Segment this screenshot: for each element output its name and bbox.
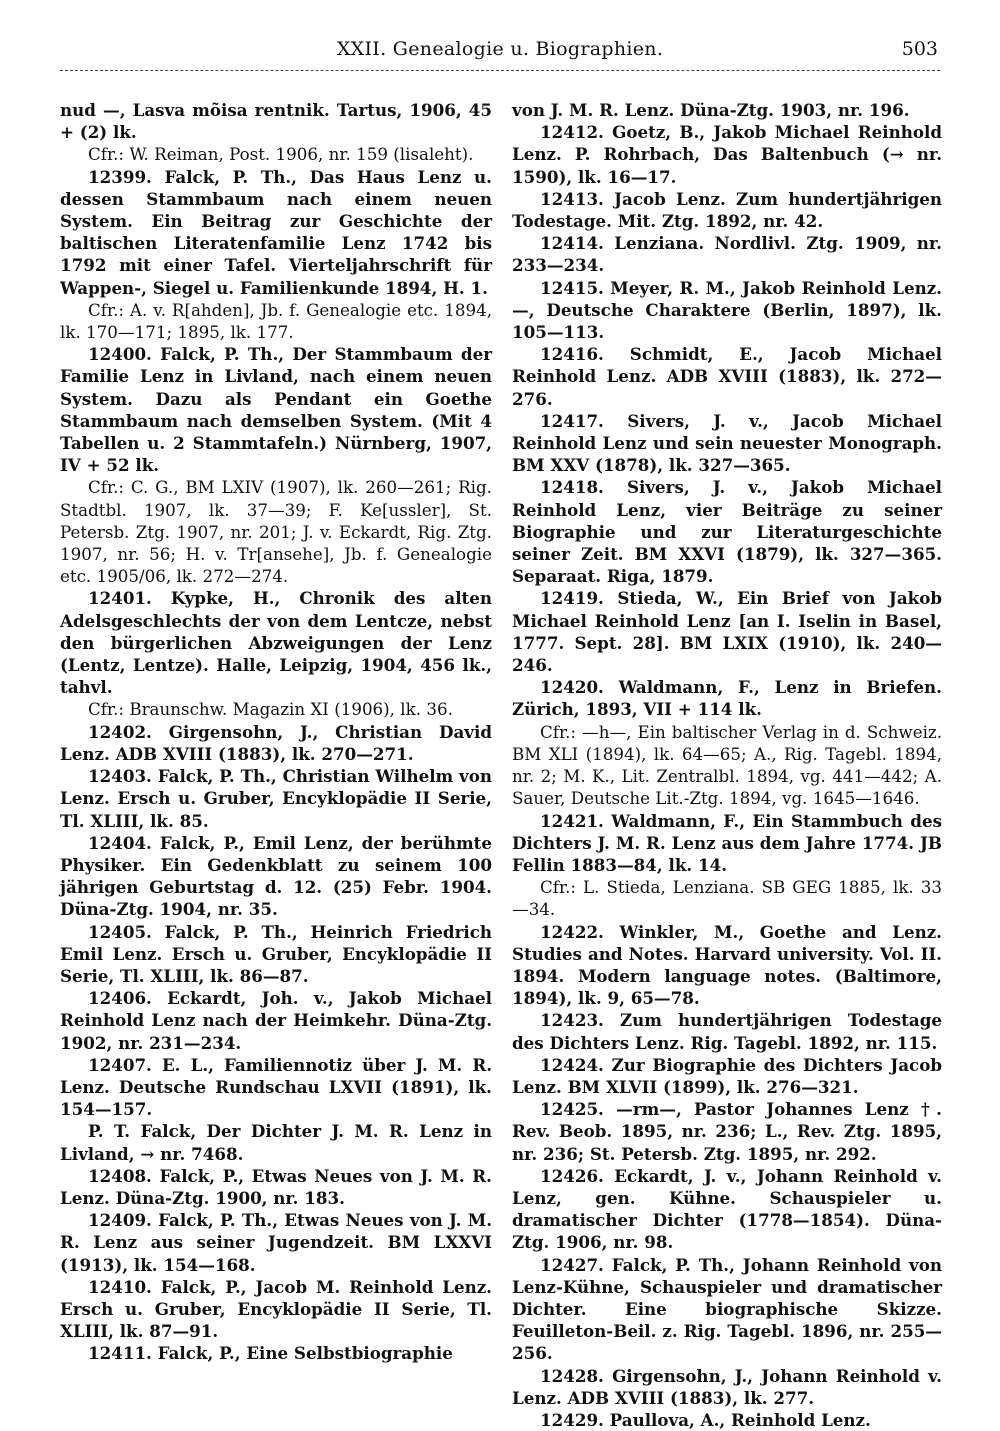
bibliography-entry: Cfr.: L. Stieda, Lenziana. SB GEG 1885, lk. 33—34. — [512, 877, 942, 920]
bibliography-entry: 12401. Kypke, H., Chronik des alten Adelsgeschlechts der von dem Lentcze, nebst den bürgerlichen Abzweigungen der Lenz (Lentz, Lentze). Halle, Leipzig, 1904, 456 lk., tahvl. — [60, 588, 492, 698]
bibliography-entry: 12420. Waldmann, F., Lenz in Briefen. Zürich, 1893, VII + 114 lk. — [512, 677, 942, 720]
bibliography-entry: Cfr.: A. v. R[ahden], Jb. f. Genealogie etc. 1894, lk. 170—171; 1895, lk. 177. — [60, 299, 492, 343]
bibliography-entry: 12400. Falck, P. Th., Der Stammbaum der Familie Lenz in Livland, nach einem neuen System. Dazu als Pendant ein Goethe Stammbaum nach demselben System. (Mit 4 Tabellen u. 2 Stammtafeln.) Nürnberg, 1907, IV + 52 lk. — [60, 344, 492, 476]
bibliography-entry: 12419. Stieda, W., Ein Brief von Jakob Michael Reinhold Lenz [an I. Iselin in Basel, 1777. Sept. 28]. BM LXIX (1910), lk. 240—246. — [512, 588, 942, 676]
bibliography-entry: 12404. Falck, P., Emil Lenz, der berühmte Physiker. Ein Gedenkblatt zu seinem 100 jährigen Geburtstag d. 12. (25) Febr. 1904. Düna-Ztg. 1904, nr. 35. — [60, 832, 492, 920]
bibliography-entry: 12428. Girgensohn, J., Johann Reinhold v. Lenz. ADB XVIII (1883), lk. 277. — [512, 1365, 942, 1408]
running-title: XXII. Genealogie u. Biographien. — [336, 38, 664, 60]
bibliography-entry: 12424. Zur Biographie des Dichters Jacob Lenz. BM XLVII (1899), lk. 276—321. — [512, 1054, 942, 1097]
bibliography-entry: 12403. Falck, P. Th., Christian Wilhelm von Lenz. Ersch u. Gruber, Encyklopädie II Serie, Tl. XLIII, lk. 85. — [60, 766, 492, 831]
bibliography-entry: 12422. Winkler, M., Goethe and Lenz. Studies and Notes. Harvard university. Vol. II. 1894. Modern language notes. (Baltimore, 1894), lk. 9, 65—78. — [512, 921, 942, 1009]
bibliography-entry: 12421. Waldmann, F., Ein Stammbuch des Dichters J. M. R. Lenz aus dem Jahre 1774. JB Fellin 1883—84, lk. 14. — [512, 810, 942, 875]
bibliography-entry: 12416. Schmidt, E., Jacob Michael Reinhold Lenz. ADB XVIII (1883), lk. 272—276. — [512, 344, 942, 409]
bibliography-entry: von J. M. R. Lenz. Düna-Ztg. 1903, nr. 196. — [512, 100, 910, 120]
bibliography-entry: Cfr.: W. Reiman, Post. 1906, nr. 159 (lisaleht). — [88, 144, 474, 165]
bibliography-entry: Cfr.: C. G., BM LXIV (1907), lk. 260—261; Rig. Stadtbl. 1907, lk. 37—39; F. Ke[ussler], St. Petersb. Ztg. 1907, nr. 201; J. v. Eckardt, Rig. Ztg. 1907, nr. 56; H. v. Tr[ansehe], Jb. f. Genealogie etc. 1905/06, lk. 272—274. — [60, 477, 492, 587]
bibliography-entry: P. T. Falck, Der Dichter J. M. R. Lenz in Livland, → nr. 7468. — [60, 1121, 492, 1164]
page-header — [60, 32, 940, 72]
bibliography-entry: 12407. E. L., Familiennotiz über J. M. R. Lenz. Deutsche Rundschau LXVII (1891), lk. 154—157. — [60, 1054, 492, 1120]
bibliography-entry: nud —, Lasva mõisa rentnik. Tartus, 1906, 45 + (2) lk. — [60, 100, 492, 143]
bibliography-entry: 12406. Eckardt, Joh. v., Jakob Michael Reinhold Lenz nach der Heimkehr. Düna-Ztg. 1902, nr. 231—234. — [60, 988, 492, 1053]
bibliography-entry: 12411. Falck, P., Eine Selbstbiographie — [88, 1343, 453, 1364]
bibliography-entry: 12418. Sivers, J. v., Jakob Michael Reinhold Lenz, vier Beiträge zu seiner Biographie und zur Literaturgeschichte seiner Zeit. BM XXVI (1879), lk. 327—365. Separaat. Riga, 1879. — [512, 477, 942, 587]
right-column — [512, 99, 942, 1431]
page-number: 503 — [901, 38, 938, 60]
bibliography-entry: 12417. Sivers, J. v., Jacob Michael Reinhold Lenz und sein neuester Monograph. BM XXV (1878), lk. 327—365. — [512, 410, 942, 476]
bibliography-entry: 12399. Falck, P. Th., Das Haus Lenz u. dessen Stammbaum nach einem neuen System. Ein Beitrag zur Geschichte der baltischen Literatenfamilie Lenz 1742 bis 1792 mit einer Tafel. Vierteljahrschrift für Wappen-, Siegel u. Familienkunde 1894, H. 1. — [60, 166, 492, 298]
bibliography-entry: 12425. —rm—, Pastor Johannes Lenz †. Rev. Beob. 1895, nr. 236; L., Rev. Ztg. 1895, nr. 236; St. Petersb. Ztg. 1895, nr. 292. — [512, 1099, 942, 1164]
header-rule — [60, 70, 940, 71]
bibliography-entry: 12402. Girgensohn, J., Christian David Lenz. ADB XVIII (1883), lk. 270—271. — [60, 721, 492, 764]
bibliography-entry: 12413. Jacob Lenz. Zum hundertjährigen Todestage. Mit. Ztg. 1892, nr. 42. — [512, 188, 942, 232]
bibliography-entry: 12405. Falck, P. Th., Heinrich Friedrich Emil Lenz. Ersch u. Gruber, Encyklopädie II Serie, Tl. XLIII, lk. 86—87. — [60, 921, 492, 986]
bibliography-entry: 12423. Zum hundertjährigen Todestage des Dichters Lenz. Rig. Tagebl. 1892, nr. 115. — [512, 1010, 942, 1053]
bibliography-entry: 12410. Falck, P., Jacob M. Reinhold Lenz. Ersch u. Gruber, Encyklopädie II Serie, Tl. XLIII, lk. 87—91. — [60, 1276, 492, 1342]
bibliography-entry: Cfr.: Braunschw. Magazin XI (1906), lk. 36. — [88, 699, 453, 720]
bibliography-entry: 12415. Meyer, R. M., Jakob Reinhold Lenz. —, Deutsche Charaktere (Berlin, 1897), lk. 105—113. — [512, 277, 942, 343]
bibliography-entry: 12414. Lenziana. Nordlivl. Ztg. 1909, nr. 233—234. — [512, 233, 942, 276]
bibliography-entry: 12427. Falck, P. Th., Johann Reinhold von Lenz-Kühne, Schauspieler und dramatischer Dichter. Eine biographische Skizze. Feuilleton-Beil. z. Rig. Tagebl. 1896, nr. 255—256. — [512, 1254, 942, 1364]
bibliography-entry: 12412. Goetz, B., Jakob Michael Reinhold Lenz. P. Rohrbach, Das Baltenbuch (→ nr. 1590), lk. 16—17. — [512, 122, 942, 187]
bibliography-entry: Cfr.: —h—, Ein baltischer Verlag in d. Schweiz. BM XLI (1894), lk. 64—65; A., Rig. Tagebl. 1894, nr. 2; M. K., Lit. Zentralbl. 1894, vg. 441—442; A. Sauer, Deutsche Lit.-Ztg. 1894, vg. 1645—1646. — [512, 721, 942, 809]
left-column — [60, 99, 492, 1365]
bibliography-entry: 12408. Falck, P., Etwas Neues von J. M. R. Lenz. Düna-Ztg. 1900, nr. 183. — [60, 1165, 492, 1208]
bibliography-entry: 12429. Paullova, A., Reinhold Lenz. — [540, 1409, 871, 1430]
bibliography-entry: 12409. Falck, P. Th., Etwas Neues von J. M. R. Lenz aus seiner Jugendzeit. BM LXXVI (1913), lk. 154—168. — [60, 1210, 492, 1275]
bibliography-entry: 12426. Eckardt, J. v., Johann Reinhold v. Lenz, gen. Kühne. Schauspieler u. dramatischer Dichter (1778—1854). Düna-Ztg. 1906, nr. 98. — [512, 1165, 942, 1253]
